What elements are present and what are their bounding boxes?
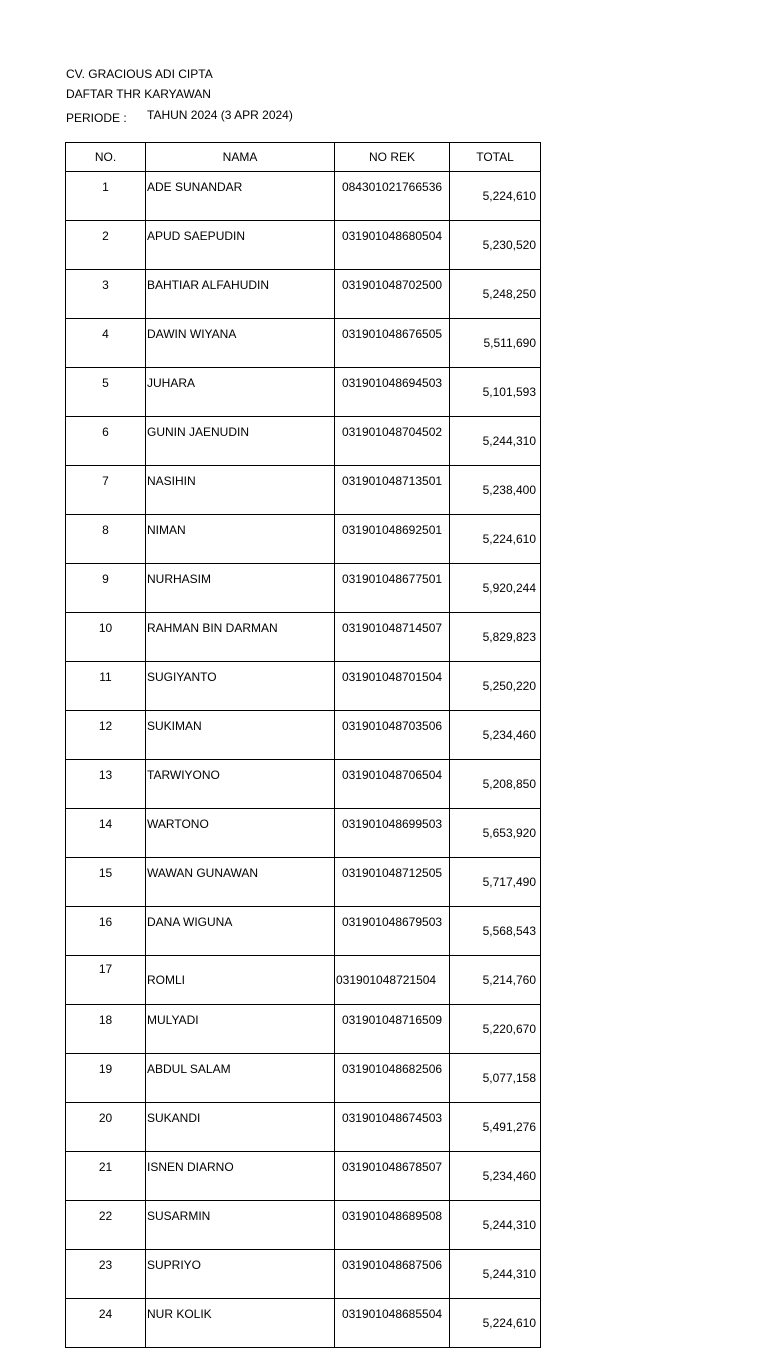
row-total: 5,208,850 <box>450 760 541 809</box>
row-no: 15 <box>66 858 146 907</box>
table-row <box>66 319 541 368</box>
row-no-rek: 031901048706504 <box>335 760 450 809</box>
row-no-rek: 031901048702500 <box>335 270 450 319</box>
row-no: 3 <box>66 270 146 319</box>
table-row <box>66 466 541 515</box>
row-no: 19 <box>66 1054 146 1103</box>
company-name: CV. GRACIOUS ADI CIPTA <box>66 67 213 81</box>
table-row <box>66 515 541 564</box>
row-no-rek: 031901048689508 <box>335 1201 450 1250</box>
row-nama: SUKANDI <box>146 1103 335 1152</box>
row-no-rek: 031901048716509 <box>335 1005 450 1054</box>
row-total: 5,244,310 <box>450 1201 541 1250</box>
row-nama: SUPRIYO <box>146 1250 335 1299</box>
row-no-rek: 031901048703506 <box>335 711 450 760</box>
row-no: 9 <box>66 564 146 613</box>
table-row <box>66 1054 541 1103</box>
row-no-rek: 031901048694503 <box>335 368 450 417</box>
row-nama: DANA WIGUNA <box>146 907 335 956</box>
table-row <box>66 270 541 319</box>
row-nama: WARTONO <box>146 809 335 858</box>
row-nama: ISNEN DIARNO <box>146 1152 335 1201</box>
row-nama: SUSARMIN <box>146 1201 335 1250</box>
row-nama: JUHARA <box>146 368 335 417</box>
row-total: 5,224,610 <box>450 515 541 564</box>
table-row <box>66 368 541 417</box>
row-no-rek: 031901048714507 <box>335 613 450 662</box>
column-header-no-rek: NO REK <box>335 143 450 172</box>
row-no: 7 <box>66 466 146 515</box>
table-row <box>66 907 541 956</box>
row-no: 10 <box>66 613 146 662</box>
row-nama: NURHASIM <box>146 564 335 613</box>
row-no: 17 <box>66 956 146 1005</box>
period-label: PERIODE : <box>66 111 127 125</box>
row-no-rek: 031901048704502 <box>335 417 450 466</box>
row-total: 5,238,400 <box>450 466 541 515</box>
row-no-rek: 031901048680504 <box>335 221 450 270</box>
row-no: 21 <box>66 1152 146 1201</box>
table-row <box>66 1103 541 1152</box>
row-no-rek: 031901048676505 <box>335 319 450 368</box>
row-nama: NIMAN <box>146 515 335 564</box>
row-total: 5,829,823 <box>450 613 541 662</box>
row-total: 5,717,490 <box>450 858 541 907</box>
column-header-total: TOTAL <box>450 143 541 172</box>
table-row <box>66 417 541 466</box>
row-nama: ADE SUNANDAR <box>146 172 335 221</box>
row-nama: RAHMAN BIN DARMAN <box>146 613 335 662</box>
row-no: 14 <box>66 809 146 858</box>
table-row <box>66 662 541 711</box>
row-total: 5,224,610 <box>450 172 541 221</box>
table-header-row <box>66 143 541 172</box>
row-no: 11 <box>66 662 146 711</box>
row-total: 5,077,158 <box>450 1054 541 1103</box>
row-no-rek: 031901048678507 <box>335 1152 450 1201</box>
row-total: 5,250,220 <box>450 662 541 711</box>
row-nama: SUGIYANTO <box>146 662 335 711</box>
table-row <box>66 1201 541 1250</box>
row-total: 5,244,310 <box>450 417 541 466</box>
row-no: 24 <box>66 1299 146 1348</box>
thr-table <box>65 142 541 1348</box>
row-nama: BAHTIAR ALFAHUDIN <box>146 270 335 319</box>
row-no: 22 <box>66 1201 146 1250</box>
row-no-rek: 031901048692501 <box>335 515 450 564</box>
row-total: 5,653,920 <box>450 809 541 858</box>
row-total: 5,220,670 <box>450 1005 541 1054</box>
row-no-rek: 031901048679503 <box>335 907 450 956</box>
row-nama: TARWIYONO <box>146 760 335 809</box>
row-no-rek: 084301021766536 <box>335 172 450 221</box>
table-row <box>66 711 541 760</box>
row-nama: GUNIN JAENUDIN <box>146 417 335 466</box>
row-no-rek: 031901048712505 <box>335 858 450 907</box>
row-total: 5,101,593 <box>450 368 541 417</box>
column-header-nama: NAMA <box>146 143 335 172</box>
row-no-rek: 031901048687506 <box>335 1250 450 1299</box>
table-row <box>66 221 541 270</box>
row-no: 6 <box>66 417 146 466</box>
row-no: 12 <box>66 711 146 760</box>
row-no: 16 <box>66 907 146 956</box>
row-no: 4 <box>66 319 146 368</box>
row-no: 5 <box>66 368 146 417</box>
table-row <box>66 858 541 907</box>
table-body <box>66 172 541 1348</box>
row-total: 5,230,520 <box>450 221 541 270</box>
row-nama: WAWAN GUNAWAN <box>146 858 335 907</box>
column-header-no: NO. <box>66 143 146 172</box>
table-row <box>66 956 541 1005</box>
row-no: 13 <box>66 760 146 809</box>
row-nama: NUR KOLIK <box>146 1299 335 1348</box>
table-row <box>66 613 541 662</box>
row-total: 5,224,610 <box>450 1299 541 1348</box>
row-total: 5,491,276 <box>450 1103 541 1152</box>
row-total: 5,920,244 <box>450 564 541 613</box>
row-nama: NASIHIN <box>146 466 335 515</box>
row-total: 5,568,543 <box>450 907 541 956</box>
row-nama: APUD SAEPUDIN <box>146 221 335 270</box>
row-no: 18 <box>66 1005 146 1054</box>
row-no: 1 <box>66 172 146 221</box>
row-no-rek: 031901048721504 <box>335 956 450 1005</box>
document-title: DAFTAR THR KARYAWAN <box>66 87 211 101</box>
row-no-rek: 031901048701504 <box>335 662 450 711</box>
table-row <box>66 1152 541 1201</box>
table-row <box>66 1299 541 1348</box>
table-row <box>66 172 541 221</box>
row-nama: DAWIN WIYANA <box>146 319 335 368</box>
row-no-rek: 031901048685504 <box>335 1299 450 1348</box>
row-no-rek: 031901048699503 <box>335 809 450 858</box>
table-row <box>66 1005 541 1054</box>
row-nama: ABDUL SALAM <box>146 1054 335 1103</box>
row-no-rek: 031901048682506 <box>335 1054 450 1103</box>
row-nama: SUKIMAN <box>146 711 335 760</box>
row-nama: ROMLI <box>146 956 335 1005</box>
row-no: 20 <box>66 1103 146 1152</box>
table-row <box>66 1250 541 1299</box>
row-no-rek: 031901048677501 <box>335 564 450 613</box>
row-no: 8 <box>66 515 146 564</box>
row-no: 23 <box>66 1250 146 1299</box>
period-value: TAHUN 2024 (3 APR 2024) <box>147 108 293 122</box>
row-total: 5,244,310 <box>450 1250 541 1299</box>
row-nama: MULYADI <box>146 1005 335 1054</box>
row-no: 2 <box>66 221 146 270</box>
row-total: 5,214,760 <box>450 956 541 1005</box>
row-total: 5,511,690 <box>450 319 541 368</box>
table-row <box>66 564 541 613</box>
row-no-rek: 031901048674503 <box>335 1103 450 1152</box>
row-no-rek: 031901048713501 <box>335 466 450 515</box>
row-total: 5,234,460 <box>450 711 541 760</box>
table-row <box>66 809 541 858</box>
row-total: 5,234,460 <box>450 1152 541 1201</box>
row-total: 5,248,250 <box>450 270 541 319</box>
table-row <box>66 760 541 809</box>
